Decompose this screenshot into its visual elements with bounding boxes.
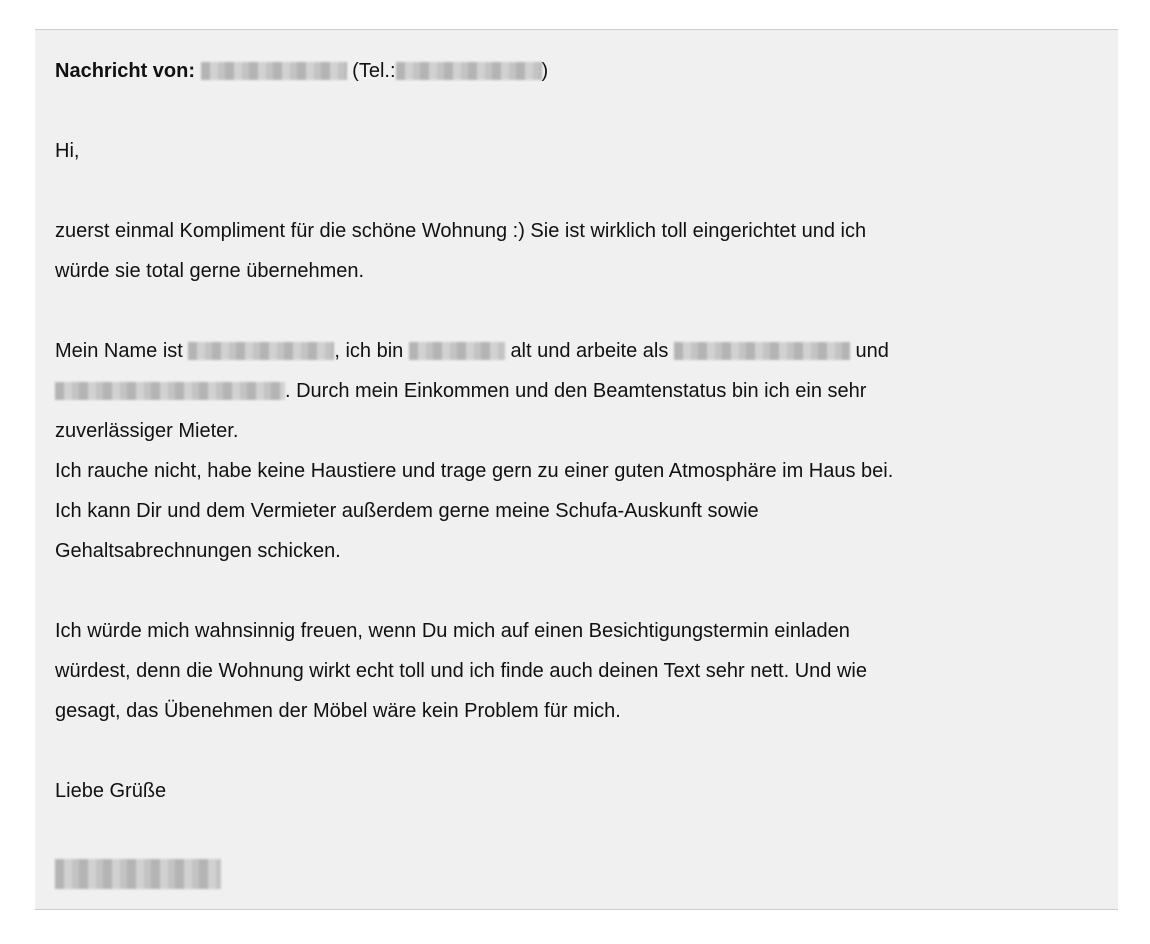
paragraph-2-line-5: Ich kann Dir und dem Vermieter außerdem gerne meine Schufa-Auskunft sowie xyxy=(55,500,759,522)
redacted-job-title xyxy=(674,342,850,360)
paragraph-1-line-2: würde sie total gerne übernehmen. xyxy=(55,260,365,282)
paragraph-2-line-1 xyxy=(55,331,889,371)
and-text: und xyxy=(855,340,889,362)
greeting: Hi, xyxy=(55,140,80,162)
signature-line xyxy=(55,853,221,893)
redacted-age xyxy=(409,342,505,360)
sender-line xyxy=(55,51,548,91)
job-intro-text: alt und arbeite als xyxy=(510,340,669,362)
redacted-name xyxy=(188,342,334,360)
redacted-job-detail xyxy=(55,382,285,400)
redacted-phone-number xyxy=(396,62,542,80)
income-text: . Durch mein Einkommen und den Beamtenstatus bin ich ein sehr xyxy=(285,380,867,402)
paragraph-2-line-2 xyxy=(55,371,866,411)
paragraph-3-line-1: Ich würde mich wahnsinnig freuen, wenn Du mich auf einen Besichtigungstermin einladen xyxy=(55,620,850,642)
phone-suffix: ) xyxy=(541,60,549,82)
sender-label: Nachricht von: xyxy=(55,60,196,82)
redacted-sender-name xyxy=(201,62,347,80)
age-intro-text: , ich bin xyxy=(334,340,404,362)
closing: Liebe Grüße xyxy=(55,780,167,802)
paragraph-2-line-6: Gehaltsabrechnungen schicken. xyxy=(55,540,341,562)
paragraph-1-line-1: zuerst einmal Kompliment für die schöne Wohnung :) Sie ist wirklich toll eingerichtet und ich xyxy=(55,220,867,242)
name-intro-text: Mein Name ist xyxy=(55,340,183,362)
message-panel xyxy=(35,29,1118,910)
paragraph-3-line-3: gesagt, das Übenehmen der Möbel wäre kein Problem für mich. xyxy=(55,700,621,722)
paragraph-2-line-3: zuverlässiger Mieter. xyxy=(55,420,239,442)
redacted-signature xyxy=(55,859,221,889)
paragraph-3-line-2: würdest, denn die Wohnung wirkt echt toll und ich finde auch deinen Text sehr nett. Und wie xyxy=(55,660,867,682)
phone-prefix: (Tel.: xyxy=(352,60,396,82)
paragraph-2-line-4: Ich rauche nicht, habe keine Haustiere und trage gern zu einer guten Atmosphäre im Haus bei. xyxy=(55,460,894,482)
